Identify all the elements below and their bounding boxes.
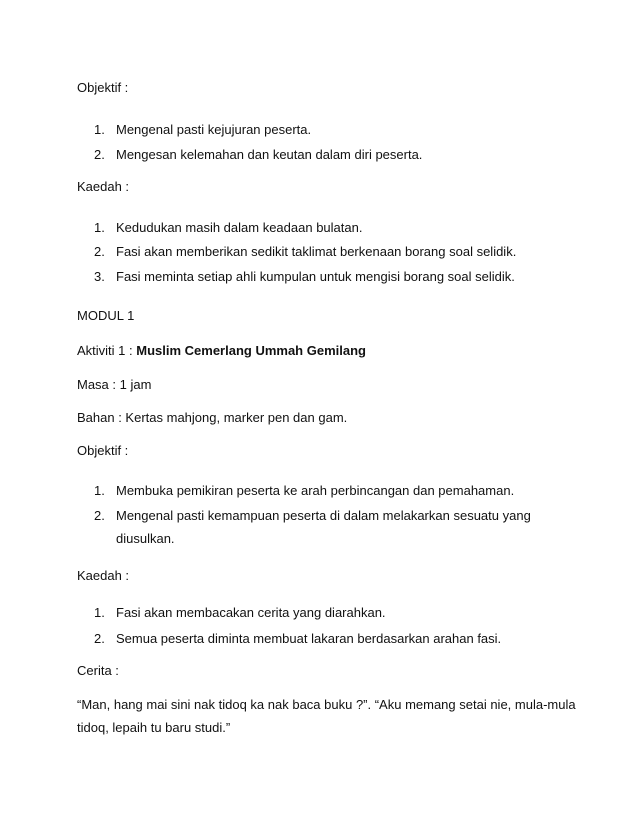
objektif-heading: Objektif :	[77, 80, 129, 95]
list-item: Semua peserta diminta membuat lakaran berdasarkan arahan fasi.	[116, 631, 502, 646]
list-item: Fasi akan memberikan sedikit taklimat berkenaan borang soal selidik.	[116, 244, 517, 259]
list-item: Kedudukan masih dalam keadaan bulatan.	[116, 220, 363, 235]
list-item: Mengesan kelemahan dan keutan dalam diri peserta.	[116, 147, 423, 162]
list-number: 1.	[94, 220, 105, 235]
list-item: Mengenal pasti kemampuan peserta di dalam melakarkan sesuatu yang	[116, 508, 531, 523]
masa-line: Masa : 1 jam	[77, 377, 152, 392]
objektif-heading: Objektif :	[77, 443, 129, 458]
list-item: Fasi meminta setiap ahli kumpulan untuk mengisi borang soal selidik.	[116, 269, 515, 284]
activity-line	[77, 343, 366, 359]
list-number: 2.	[94, 631, 105, 646]
activity-name: Muslim Cemerlang Ummah Gemilang	[136, 343, 366, 358]
module-title: MODUL 1	[77, 308, 135, 323]
list-item: Membuka pemikiran peserta ke arah perbincangan dan pemahaman.	[116, 483, 515, 498]
list-number: 3.	[94, 269, 105, 284]
list-number: 1.	[94, 122, 105, 137]
list-item-continuation: diusulkan.	[116, 531, 175, 546]
list-number: 2.	[94, 147, 105, 162]
kaedah-heading: Kaedah :	[77, 568, 130, 583]
list-number: 1.	[94, 605, 105, 620]
bahan-line: Bahan : Kertas mahjong, marker pen dan gam.	[77, 410, 348, 425]
activity-prefix: Aktiviti 1 :	[77, 343, 137, 358]
kaedah-heading: Kaedah :	[77, 179, 130, 194]
cerita-text-line: tidoq, lepaih tu baru studi.”	[77, 720, 231, 735]
list-number: 2.	[94, 244, 105, 259]
list-number: 1.	[94, 483, 105, 498]
list-item: Fasi akan membacakan cerita yang diarahkan.	[116, 605, 386, 620]
list-item: Mengenal pasti kejujuran peserta.	[116, 122, 312, 137]
list-number: 2.	[94, 508, 105, 523]
cerita-text-line: “Man, hang mai sini nak tidoq ka nak baca buku ?”. “Aku memang setai nie, mula-mula	[77, 697, 576, 712]
cerita-heading: Cerita :	[77, 663, 119, 678]
